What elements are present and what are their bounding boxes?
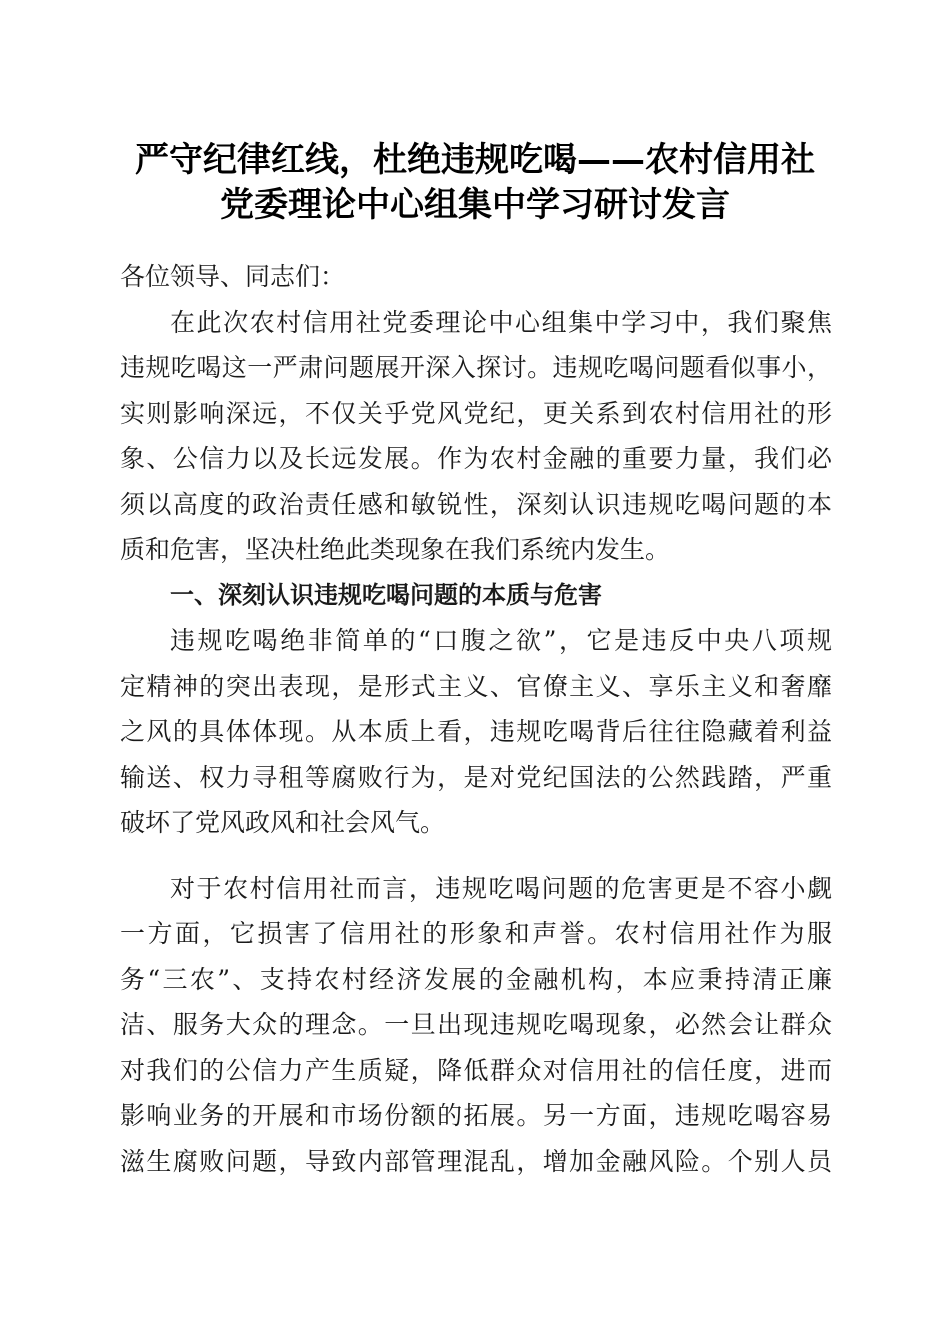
- paragraph-line: 实则影响深远，不仅关乎党风党纪，更关系到农村信用社的形: [120, 398, 832, 428]
- paragraph-line: 输送、权力寻租等腐败行为，是对党纪国法的公然践踏，严重: [120, 762, 832, 792]
- document-body: [120, 254, 832, 1184]
- paragraph-line: 在此次农村信用社党委理论中心组集中学习中，我们聚焦: [170, 307, 832, 337]
- paragraph-line: 滋生腐败问题，导致内部管理混乱，增加金融风险。个别人员: [120, 1146, 832, 1176]
- paragraph-line: 对我们的公信力产生质疑，降低群众对信用社的信任度，进而: [120, 1055, 832, 1085]
- section1-paragraph-2: [120, 866, 832, 1185]
- document-title-line-1: 严守纪律红线，杜绝违规吃喝——农村信用社: [135, 140, 815, 180]
- paragraph-line: 对于农村信用社而言，违规吃喝问题的危害更是不容小觑: [170, 873, 832, 903]
- paragraph-line: 一方面，它损害了信用社的形象和声誉。农村信用社作为服: [120, 919, 832, 948]
- paragraph-gap: [120, 846, 832, 866]
- section1-paragraph-1: [120, 618, 832, 846]
- document-title-line-2: 党委理论中心组集中学习研讨发言: [220, 185, 730, 225]
- paragraph-line: 洁、服务大众的理念。一旦出现违规吃喝现象，必然会让群众: [120, 1010, 832, 1039]
- intro-paragraph: [120, 300, 832, 573]
- paragraph-line: 须以高度的政治责任感和敏锐性，深刻认识违规吃喝问题的本: [120, 489, 832, 519]
- paragraph-line: 破坏了党风政风和社会风气。: [120, 808, 446, 837]
- greeting: 各位领导、同志们：: [120, 262, 346, 291]
- section-heading-1: 一、深刻认识违规吃喝问题的本质与危害: [170, 580, 602, 609]
- paragraph-line: 象、公信力以及长远发展。作为农村金融的重要力量，我们必: [120, 444, 832, 473]
- paragraph-line: 违规吃喝绝非简单的“口腹之欲”，它是违反中央八项规: [170, 626, 832, 655]
- paragraph-line: 定精神的突出表现，是形式主义、官僚主义、享乐主义和奢靡: [120, 671, 832, 701]
- paragraph-line: 影响业务的开展和市场份额的拓展。另一方面，违规吃喝容易: [120, 1101, 832, 1130]
- paragraph-line: 之风的具体体现。从本质上看，违规吃喝背后往往隐藏着利益: [120, 717, 832, 746]
- paragraph-line: 务“三农”、支持农村经济发展的金融机构，本应秉持清正廉: [120, 964, 832, 994]
- paragraph-line: 违规吃喝这一严肃问题展开深入探讨。违规吃喝问题看似事小，: [120, 353, 832, 382]
- paragraph-line: 质和危害，坚决杜绝此类现象在我们系统内发生。: [120, 535, 671, 564]
